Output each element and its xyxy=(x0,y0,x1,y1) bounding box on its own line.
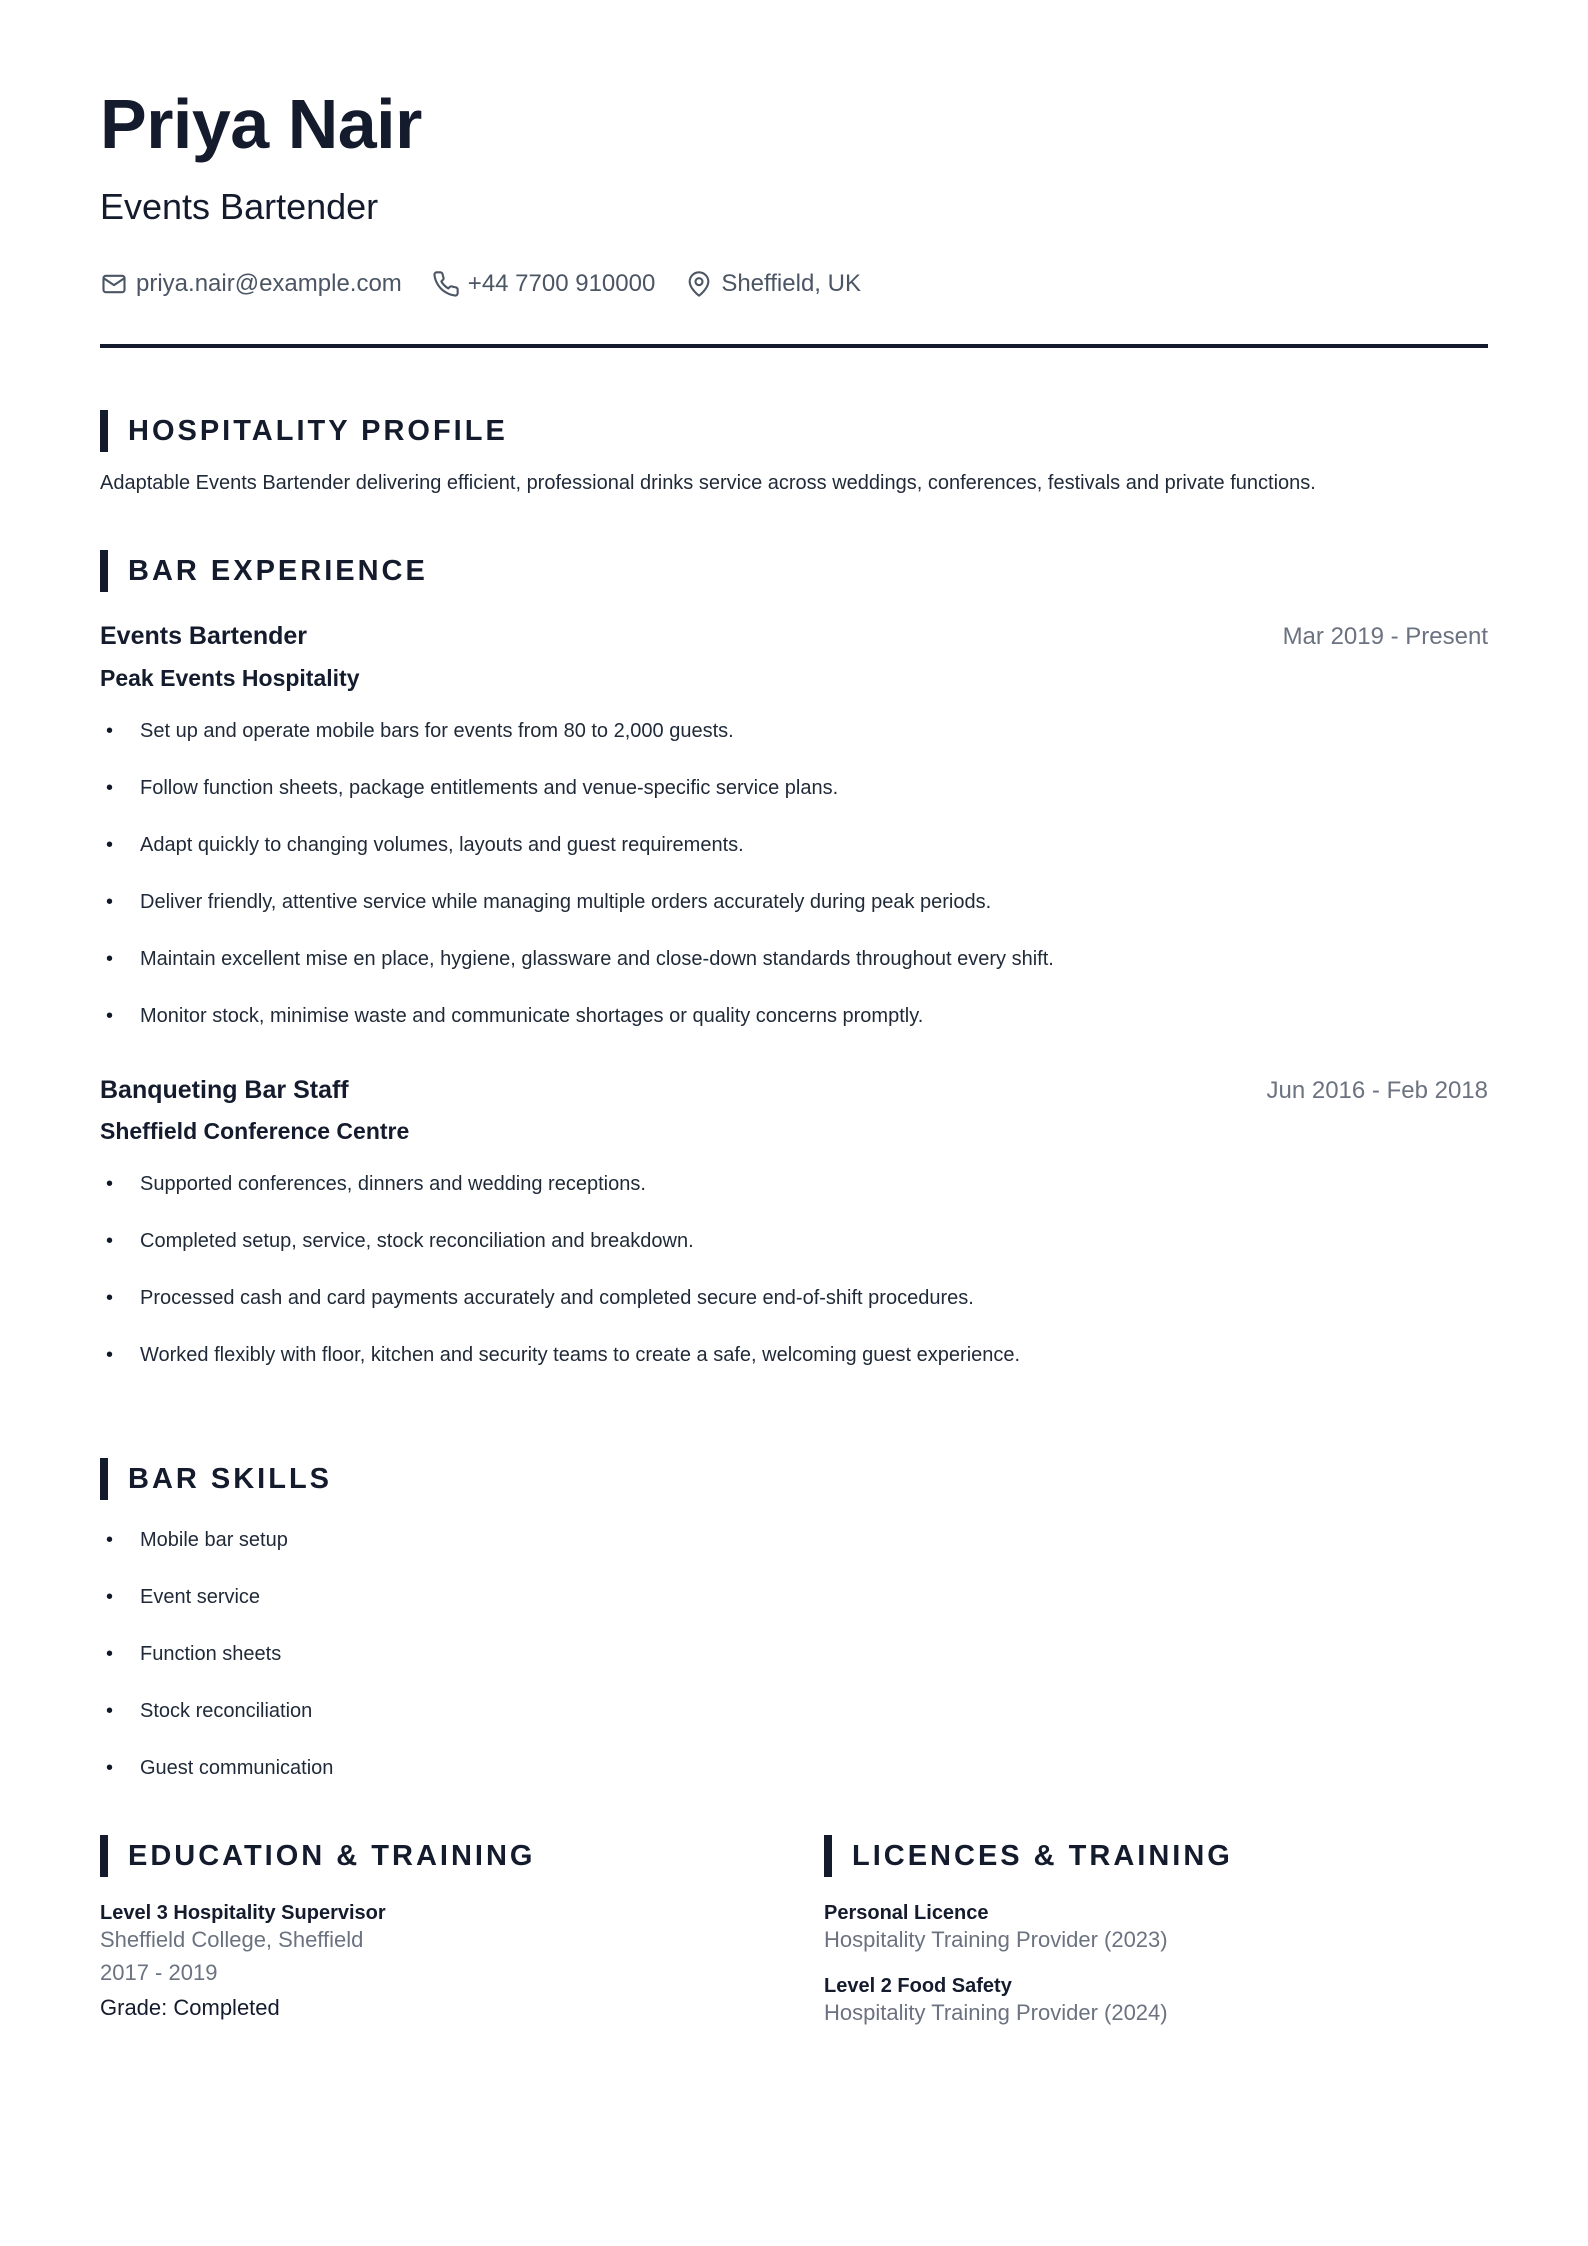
location-pin-icon xyxy=(685,270,713,298)
licence-title: Personal Licence xyxy=(824,1902,989,1924)
mail-icon xyxy=(100,270,128,298)
job-1-dates: Mar 2019 - Present xyxy=(1282,623,1488,650)
licence-provider: Hospitality Training Provider (2024) xyxy=(824,1999,1168,2025)
education-title: Level 3 Hospitality Supervisor xyxy=(100,1902,386,1924)
list-item: • Completed setup, service, stock reconciliation and breakdown. xyxy=(100,1228,1488,1285)
section-title: HOSPITALITY PROFILE xyxy=(128,414,508,447)
job-1-title: Events Bartender xyxy=(100,622,308,650)
section-accent-bar xyxy=(100,1835,108,1877)
section-title: BAR SKILLS xyxy=(128,1462,332,1495)
list-item: • Adapt quickly to changing volumes, layouts and guest requirements. xyxy=(100,832,1488,889)
list-item: • Event service xyxy=(100,1584,1488,1641)
licence-entry xyxy=(824,1901,1464,1956)
list-item: • Deliver friendly, attentive service while managing multiple orders accurately during peak periods. xyxy=(100,889,1488,946)
section-accent-bar xyxy=(100,1458,108,1500)
list-item: • Follow function sheets, package entitlements and venue-specific service plans. xyxy=(100,775,1488,832)
licence-provider: Hospitality Training Provider (2023) xyxy=(824,1927,1168,1952)
licence-title: Level 2 Food Safety xyxy=(824,1974,1012,1997)
contact-location xyxy=(685,270,861,298)
job-1-bullets xyxy=(100,718,1488,1060)
section-title: BAR EXPERIENCE xyxy=(128,554,428,587)
location-text: Sheffield, UK xyxy=(721,270,861,297)
email-text: priya.nair@example.com xyxy=(136,270,402,297)
education-entry xyxy=(100,1901,740,2023)
list-item: • Worked flexibly with floor, kitchen and security teams to create a safe, welcoming guest experience. xyxy=(100,1342,1488,1399)
section-profile-heading xyxy=(100,410,508,452)
profile-summary: Adaptable Events Bartender delivering efficient, professional drinks service across weddings, conferences, festivals and private functions. xyxy=(100,472,1316,494)
contact-row xyxy=(100,270,861,298)
list-item: • Monitor stock, minimise waste and communicate shortages or quality concerns promptly. xyxy=(100,1003,1488,1060)
job-2-title: Banqueting Bar Staff xyxy=(100,1076,349,1104)
education-dates: 2017 - 2019 xyxy=(100,1959,218,1985)
section-licences-heading xyxy=(824,1835,1464,1877)
section-accent-bar xyxy=(824,1835,832,1877)
list-item: • Function sheets xyxy=(100,1641,1488,1698)
education-column xyxy=(100,1835,740,2023)
section-title: LICENCES & TRAINING xyxy=(852,1839,1233,1872)
job-title-heading: Events Bartender xyxy=(100,186,379,227)
section-title: EDUCATION & TRAINING xyxy=(128,1839,536,1872)
phone-icon xyxy=(432,270,460,298)
list-item: • Set up and operate mobile bars for events from 80 to 2,000 guests. xyxy=(100,718,1488,775)
list-item: • Stock reconciliation xyxy=(100,1698,1488,1755)
job-2-bullets xyxy=(100,1171,1488,1399)
list-item: • Mobile bar setup xyxy=(100,1527,1488,1584)
job-2-company: Sheffield Conference Centre xyxy=(100,1118,410,1144)
contact-phone[interactable] xyxy=(432,270,656,298)
candidate-name: Priya Nair xyxy=(100,85,422,163)
section-skills-heading xyxy=(100,1458,332,1500)
skills-list xyxy=(100,1527,1488,1812)
section-education-heading xyxy=(100,1835,740,1877)
list-item: • Supported conferences, dinners and wedding receptions. xyxy=(100,1171,1488,1228)
education-grade: Grade: Completed xyxy=(100,1994,280,2020)
contact-email[interactable] xyxy=(100,270,402,298)
job-1-company: Peak Events Hospitality xyxy=(100,665,360,691)
section-accent-bar xyxy=(100,410,108,452)
job-2-dates: Jun 2016 - Feb 2018 xyxy=(1266,1077,1488,1104)
list-item: • Guest communication xyxy=(100,1755,1488,1812)
education-institution: Sheffield College, Sheffield xyxy=(100,1927,364,1952)
list-item: • Maintain excellent mise en place, hygiene, glassware and close-down standards throughout every shift. xyxy=(100,946,1488,1003)
licence-entry xyxy=(824,1974,1464,2029)
header-divider xyxy=(100,344,1488,348)
phone-text: +44 7700 910000 xyxy=(467,270,656,297)
section-accent-bar xyxy=(100,550,108,592)
list-item: • Processed cash and card payments accurately and completed secure end-of-shift procedures. xyxy=(100,1285,1488,1342)
licences-column xyxy=(824,1835,1464,2029)
section-experience-heading xyxy=(100,550,428,592)
